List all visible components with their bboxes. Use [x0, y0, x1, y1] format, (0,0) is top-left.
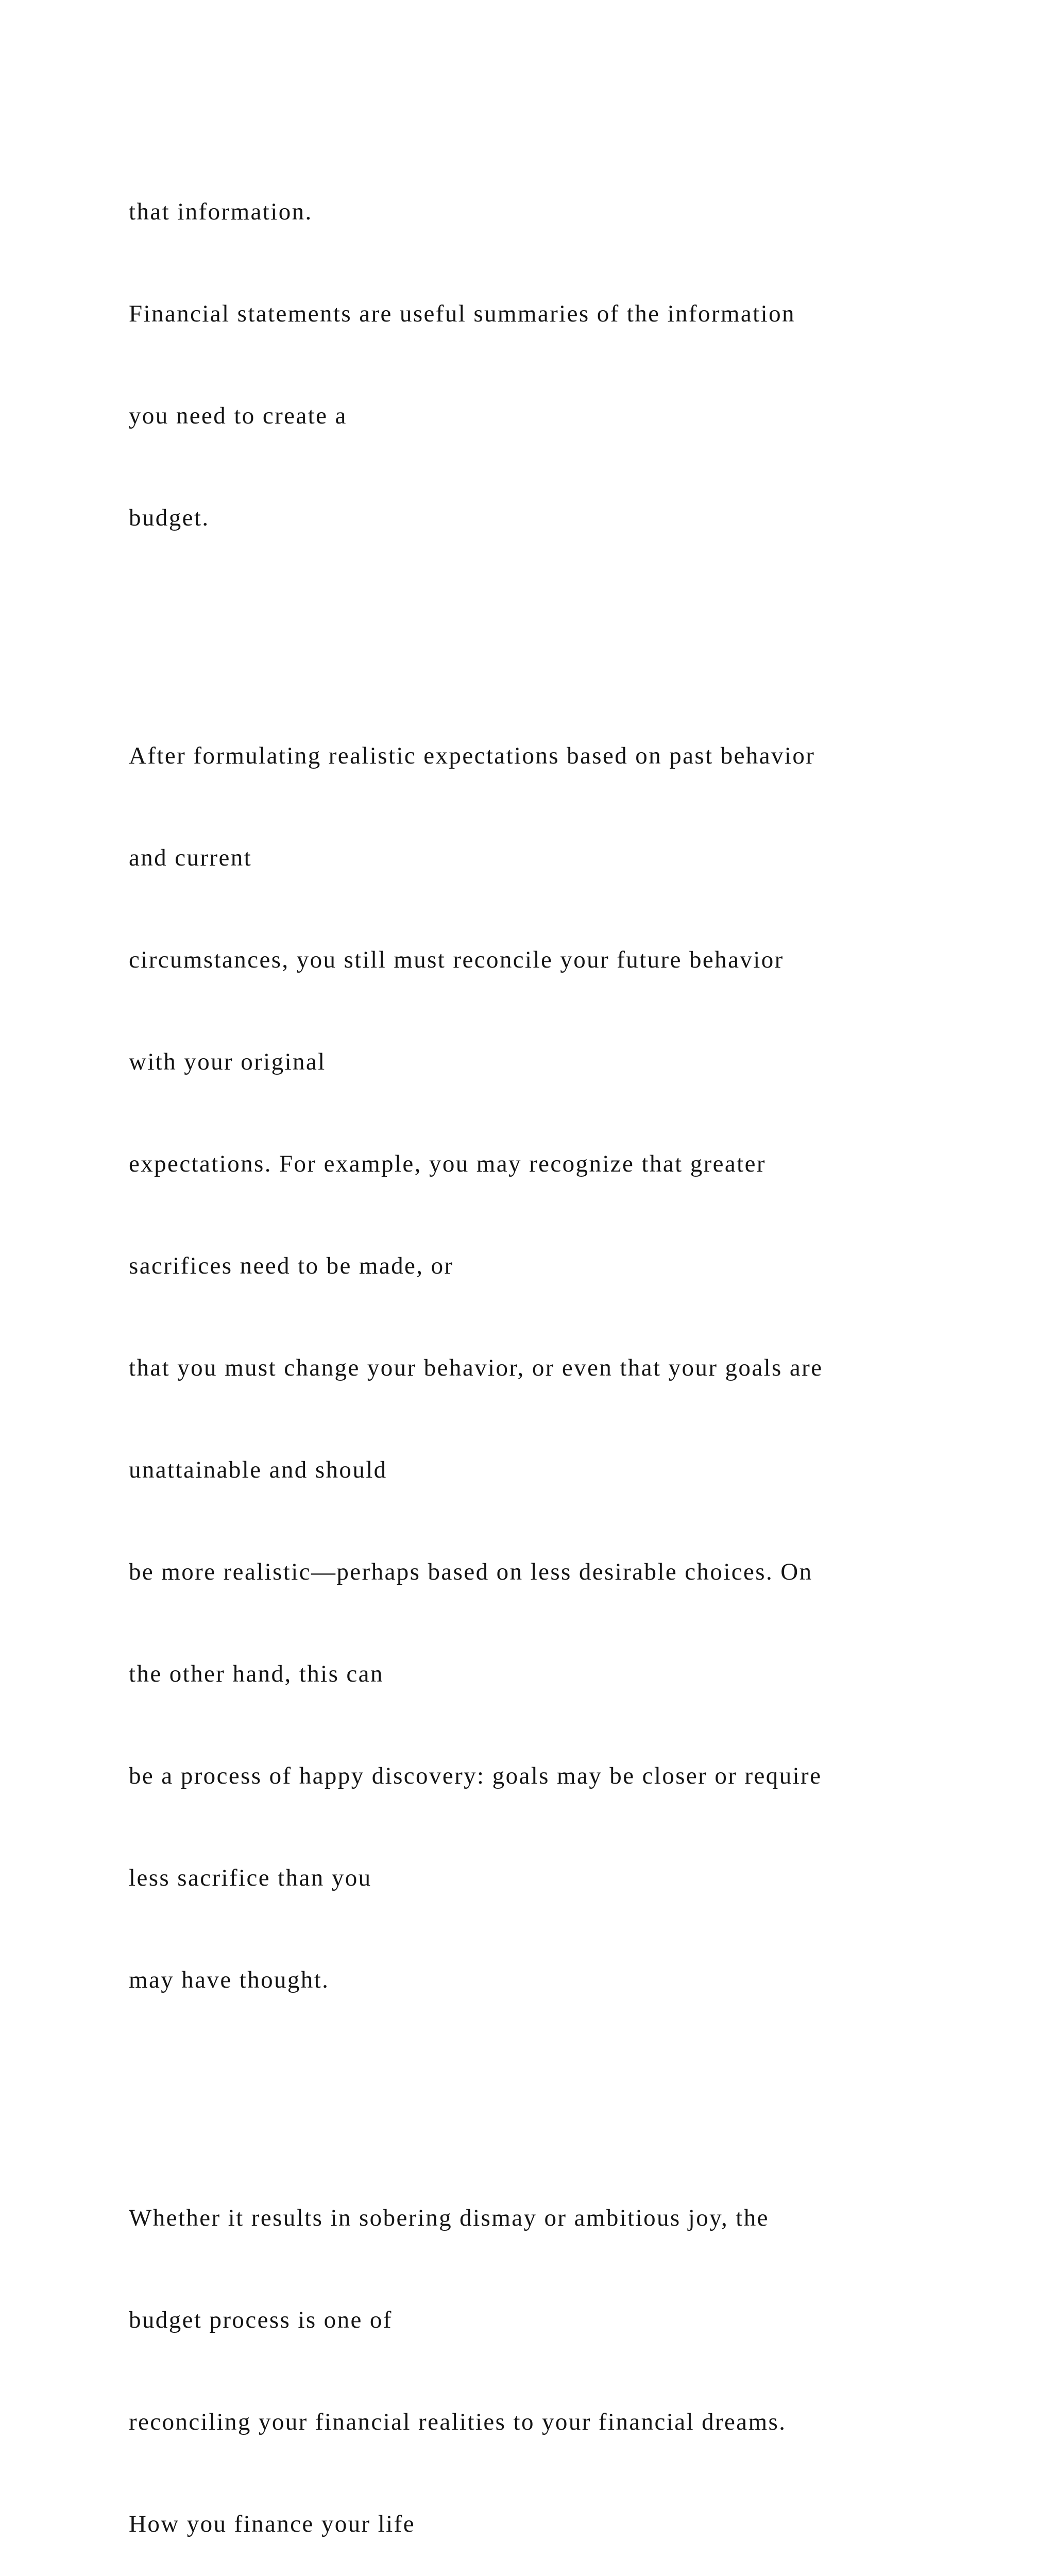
text-line: How you finance your life	[129, 2511, 415, 2537]
text-line: be a process of happy discovery: goals may be closer or require	[129, 1762, 822, 1789]
text-line: Financial statements are useful summaries of the information	[129, 300, 795, 327]
text-line: expectations. For example, you may recognize that greater	[129, 1150, 766, 1177]
text-line: you need to create a	[129, 402, 347, 429]
text-line: may have thought.	[129, 1967, 330, 1993]
text-line: be more realistic—perhaps based on less desirable choices. On	[129, 1558, 813, 1585]
text-line: After formulating realistic expectations based on past behavior	[129, 742, 815, 769]
text-line: unattainable and should	[129, 1456, 387, 1483]
text-line: less sacrifice than you	[129, 1865, 372, 1891]
text-line: circumstances, you still must reconcile your future behavior	[129, 946, 784, 973]
text-line: budget process is one of	[129, 2307, 393, 2333]
text-line: sacrifices need to be made, or	[129, 1252, 454, 1279]
paragraph-break	[129, 2065, 1005, 2099]
text-line: budget.	[129, 504, 210, 531]
text-line: that you must change your behavior, or even that your goals are	[129, 1354, 823, 1381]
text-line: that information.	[129, 198, 313, 225]
text-line: with your original	[129, 1048, 326, 1075]
paragraph-break	[129, 603, 1005, 637]
document-body	[129, 127, 1005, 2576]
text-line: and current	[129, 844, 252, 871]
text-line: Whether it results in sobering dismay or ambitious joy, the	[129, 2205, 769, 2231]
text-line: the other hand, this can	[129, 1660, 384, 1687]
text-line: reconciling your financial realities to your financial dreams.	[129, 2409, 787, 2435]
